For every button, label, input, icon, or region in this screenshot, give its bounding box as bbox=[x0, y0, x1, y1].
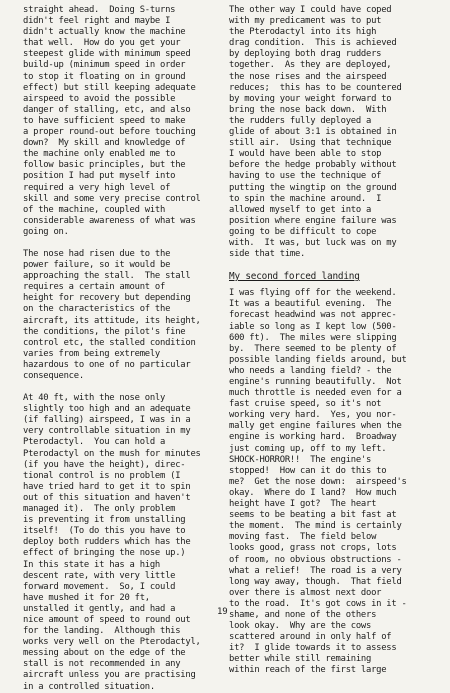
paragraph-left-2: The nose had risen due to the power failure, so it would be approaching the stall. The stall requires a certain amount of height for recovery but depending on the characteristics of the aircraft, its attitude, its height, the conditions, the pilot's fine control etc, the stalled condition varies from being extremely hazardous to one of no particular consequence. bbox=[23, 248, 201, 381]
paragraph-spacer bbox=[229, 260, 434, 271]
section-heading: My second forced landing bbox=[229, 271, 360, 283]
paragraph-left-1: straight ahead. Doing S-turns didn't feel right and maybe I didn't actually know the machine that well. How do you get your steepest glide with minimum speed build-up (minimum speed in order to stop it floating on in ground effect) but still keeping adequate airspeed to avoid the possible danger of stalling, etc, and also to have sufficient speed to make a proper round-out before touching down? My skill and knowledge of the machine only enabled me to follow basic principles, but the position I had put myself into required a very high level of skill and some very precise control of the machine, coupled with considerable awareness of what was going on. bbox=[23, 5, 201, 237]
left-column bbox=[23, 5, 223, 693]
paragraph-spacer bbox=[23, 238, 223, 249]
paragraph-right-2: I was flying off for the weekend. It was a beautiful evening. The forecast headwind was not apprec- iable so long as I kept low (500- 600 ft). The miles were slipping by. There seemed to be plenty of possible landing fields around, but who needs a landing field? - the engine's running beautifully. Not much throttle is needed even for a fast cruise speed, so it's not working very hard. Yes, you nor- mally get engine failures when the engine is working hard. Broadway just coming up, off to my left. SHOCK-HORROR!! The engine's stopped! How can it do this to me? Get the nose down: airspeed's okay. Where do I land? How much height have I got? The heart seems to be beating a bit fast at the moment. The mind is certainly moving fast. The field below looks good, grass not crops, lots of room, no obvious obstructions - what a relief! The road is a very long way away, though. That field over there is almost next door to the road. It's got cows in it - shame, and none of the others look okay. Why are the cows scattered around in only half of it? I glide towards it to assess better while still remaining within reach of the first large bbox=[229, 288, 407, 676]
page-number: 19 bbox=[217, 607, 228, 617]
right-column bbox=[229, 5, 434, 677]
paragraph-right-1: The other way I could have coped with my predicament was to put the Pterodactyl into its high drag condition. This is achieved by deploying both drag rudders together. As they are deployed, the nose rises and the airspeed reduces; this has to be countered by moving your weight forward to bring the nose back down. With the rudders fully deployed a glide of about 3:1 is obtained in still air. Using that technique I would have been able to stop before the hedge probably without having to use the technique of putting the wingtip on the ground to spin the machine around. I allowed myself to get into a position where engine failure was going to be difficult to cope with. It was, but luck was on my side that time. bbox=[229, 5, 402, 260]
paragraph-left-3: At 40 ft, with the nose only slightly too high and an adequate (if falling) airspeed, I was in a very controllable situation in my Pterodactyl. You can hold a Pterodactyl on the mush for minutes (if you have the height), direc- tional control is no problem (I have tried hard to get it to spin out of this situation and haven't managed it). The only problem is preventing it from unstalling itself! (To do this you have to deploy both rudders which has the effect of bringing the nose up.) In this state it has a high descent rate, with very little forward movement. So, I could have mushed it for 20 ft, unstalled it gently, and had a nice amount of speed to round out for the landing. Although this works very well on the Pterodactyl, messing about on the edge of the stall is not recommended in any aircraft unless you are practising in a controlled situation. bbox=[23, 393, 201, 692]
paragraph-spacer bbox=[23, 382, 223, 393]
